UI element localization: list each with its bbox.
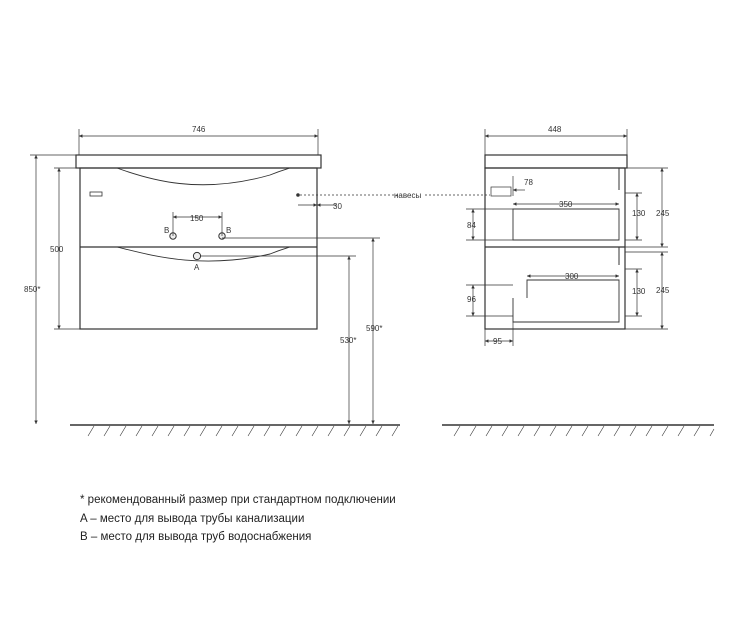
dim-84: 84 <box>467 221 476 230</box>
dim-500: 500 <box>50 245 64 254</box>
bottom-drawer-wave <box>117 247 290 261</box>
logo-mark <box>90 192 102 196</box>
front-view <box>76 155 321 329</box>
front-dimensions <box>30 129 490 424</box>
dim-96: 96 <box>467 295 476 304</box>
lower-drawer-box <box>513 280 619 322</box>
front-floor <box>70 425 400 436</box>
note-point-a: A – место для вывода трубы канализации <box>80 513 305 525</box>
dim-30: 30 <box>333 202 342 211</box>
pipe-a <box>193 252 200 259</box>
dim-448: 448 <box>548 125 562 134</box>
note-point-b: B – место для вывода труб водоснабжения <box>80 531 312 543</box>
label-a: A <box>194 263 200 272</box>
dim-245-top: 245 <box>656 209 670 218</box>
label-b-left: B <box>164 226 170 235</box>
side-dimensions <box>466 129 668 346</box>
side-hinge <box>491 187 511 196</box>
dim-590: 590* <box>366 324 383 333</box>
front-countertop <box>76 155 321 168</box>
dim-130-top: 130 <box>632 209 646 218</box>
front-cabinet-body <box>80 168 317 329</box>
dim-245-bottom: 245 <box>656 286 670 295</box>
label-hinges: навесы <box>394 191 422 200</box>
label-b-right: B <box>226 226 232 235</box>
dim-300: 300 <box>565 272 579 281</box>
note-recommended-size: * рекомендованный размер при стандартном подключении <box>80 494 396 506</box>
hinge-mark <box>297 194 300 197</box>
dim-78: 78 <box>524 178 533 187</box>
dim-350: 350 <box>559 200 573 209</box>
dim-130-bottom: 130 <box>632 287 646 296</box>
side-countertop <box>485 155 627 168</box>
dim-150: 150 <box>190 214 204 223</box>
side-view <box>485 155 627 329</box>
dim-95: 95 <box>493 337 502 346</box>
dim-746: 746 <box>192 125 206 134</box>
upper-drawer-box <box>513 209 619 240</box>
dim-530: 530* <box>340 336 357 345</box>
side-floor <box>442 425 714 436</box>
dim-850: 850* <box>24 285 41 294</box>
side-cabinet-body <box>485 168 625 329</box>
top-drawer-wave <box>117 168 290 185</box>
